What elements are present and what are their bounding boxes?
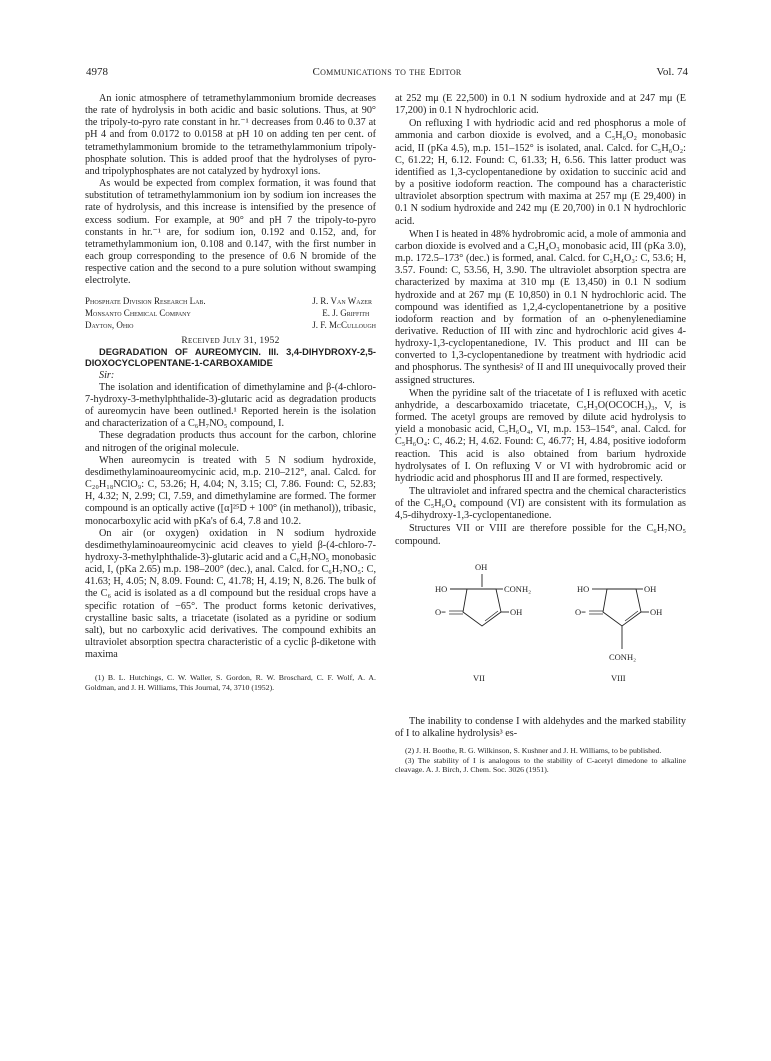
body-paragraph: An ionic atmosphere of tetramethylammonium bromide decreases the rate of hydrolysis in both acidic and basic solutions. Thus, at 90° the tripoly-to-pyro rate constant in hr.⁻¹ decreases from 0.46 to 0.37 at pH 4 and from 0.0172 to 0.0158 at pH 10 on adding ten per cent. of tetramethylammonium bromide to the tetramethylammonium tripoly-phosphate solution. This is added proof that the hydrolyses of pyro- and tripolyphosphates are not catalyzed by hydroxyl ions. xyxy=(85,93,376,177)
body-paragraph: The inability to condense I with aldehydes and the marked stability of I to alkaline hydrolysis³ es- xyxy=(395,715,686,739)
label-o: O= xyxy=(435,606,446,617)
label-o: O= xyxy=(575,606,586,617)
author-name: E. J. Griffith xyxy=(322,307,370,318)
structure-numeral: VIII xyxy=(611,672,626,683)
label-oh: OH xyxy=(644,583,657,594)
body-paragraph: On refluxing I with hydriodic acid and red phosphorus a mole of ammonia and carbon dioxide is evolved, and a C₅H₆O₂ monobasic acid, II (pKa 4.5), m.p. 151–152° is isolated, anal. Calcd. for C₅H₆O₂: C, 61.22; H, 6.12. Found: C, 61.33; H, 6.56. This latter product was identified as 1,3-cyclopentanedione by oxidation to succinic acid and by a positive iodoform reaction. The compound has a characteristic ultraviolet absorption spectrum with maxima at 257 mμ (E 29,400) in 0.1 N sodium hydroxide and 242 mμ (E 20,700) in 0.1 N hydrochloric acid. xyxy=(395,118,686,227)
body-paragraph: The ultraviolet and infrared spectra and the chemical characteristics of the C₅H₆O₄ compound (VI) are consistent with its formulation as 4,5-dihydroxy-1,3-cyclopentanedione. xyxy=(395,486,686,522)
label-conh2: CONH₂ xyxy=(504,583,532,594)
authors xyxy=(312,295,376,331)
body-paragraph: On air (or oxygen) oxidation in N sodium hydroxide desdimethylaminoaureomycinic acid cleaves to yield β-(4-chloro-7-hydroxy-3-methylphthalide-3)-glutaric acid and a C₆H₇NO₅ monobasic acid, I, (pKa 2.65) m.p. 198–200° (dec.), anal. Calcd. for C₆H₇NO₅: C, 41.63; H, 4.05; N, 8.09. Found: C, 41.78; H, 4.19; N, 8.26. The bulk of the C₆ acid is isolated as a dl compound but the residual crops have a specific rotation of −65°. The product forms ketonic derivatives, crystalline basic salts, a triacetate (isolated as a pyridine or sodium salt), but no carboxylic acid derivatives. The compound exhibits an ultraviolet absorption spectra characteristic of a cyclic β-diketone with maxima xyxy=(85,527,377,661)
label-oh: OH xyxy=(475,561,488,572)
structure-numeral: VII xyxy=(473,672,485,683)
salutation: Sir: xyxy=(99,369,115,381)
affiliation-block xyxy=(85,295,376,333)
footnote: (3) The stability of I is analogous to the stability of C-acetyl dimedone to alkaline cleavage. A. J. Birch, J. Chem. Soc. 3026 (1951). xyxy=(395,755,686,775)
article-title: DEGRADATION OF AUREOMYCIN. III. 3,4-DIHYDROXY-2,5-DIOXOCYCLOPENTANE-1-CARBOXAMIDE xyxy=(85,346,376,369)
institution-line: Dayton, Ohio xyxy=(85,319,134,330)
label-conh2: CONH₂ xyxy=(609,651,637,662)
institution-line: Monsanto Chemical Company xyxy=(85,307,191,318)
label-ho: HO xyxy=(435,583,448,594)
volume-label: Vol. 74 xyxy=(656,66,688,78)
author-name: J. R. Van Wazer xyxy=(312,295,372,306)
institution xyxy=(85,295,206,331)
body-paragraph: When the pyridine salt of the triacetate of I is refluxed with acetic anhydride, a descarboxamido triacetate, C₅H₃O(OCOCH₃)₃, V, is formed. The acetyl groups are removed by dilute acid hydrolysis to yield a monobasic acid, C₅H₆O₄, VI, m.p. 153–154°, anal. Calcd. for C₅H₆O₄: C, 46.2; H, 4.62. Found: C, 46.77; H, 4.84, positive iodoform reaction. This acid is also obtained from barium hydroxide hydrolysates of I. On refluxing V or VI with hydrobromic acid or hydriodic acid and phosphorus III and II are formed, respectively. xyxy=(395,387,686,484)
received-date: Received July 31, 1952 xyxy=(181,335,280,346)
label-ho: HO xyxy=(577,583,590,594)
footnote: (2) J. H. Boothe, R. G. Wilkinson, S. Kushner and J. H. Williams, to be published. xyxy=(405,746,662,756)
author-name: J. F. McCullough xyxy=(312,319,376,330)
left-column xyxy=(85,93,376,693)
footnotes xyxy=(85,673,376,692)
running-head xyxy=(86,66,688,80)
label-oh: OH xyxy=(510,606,523,617)
body-paragraph: The isolation and identification of dimethylamine and β-(4-chloro-7-hydroxy-3-methylphthalide-3)-glutaric acid as degradation products of aureomycin have been outlined.¹ Reported herein is the isolation and characterization of a C₆H₇NO₅ compound, I. xyxy=(85,381,376,430)
body-paragraph: at 252 mμ (E 22,500) in 0.1 N sodium hydroxide and at 247 mμ (E 17,200) in 0.1 N hydrochloric acid. xyxy=(395,93,686,117)
footnote: (1) B. L. Hutchings, C. W. Waller, S. Gordon, R. W. Broschard, C. F. Wolf, A. A. Goldman, and J. H. Williams, This Journal, 74, 3710 (1952). xyxy=(85,673,376,692)
structure-viii xyxy=(575,584,662,683)
page-number: 4978 xyxy=(86,66,108,78)
label-oh: OH xyxy=(650,606,663,617)
body-paragraph: When aureomycin is treated with 5 N sodium hydroxide, desdimethylaminoaureomycinic acid, m.p. 210–212°, anal. Calcd. for C₂₀H₁₈NClO₉: C, 53.26; H, 4.04; N, 3.15; Cl, 7.86. Found: C, 52.83; H, 4.32; N, 2.99; Cl, 7.59, and dimethylamine are formed. The former compound is an optically active ([α]²⁵D + 100° (in methanol)), tribasic, monocarboxylic acid with pKa's of 6.4, 7.8 and 10.2. xyxy=(85,454,376,527)
structures-drawing xyxy=(395,554,686,716)
body-paragraph: Structures VII or VIII are therefore possible for the C₆H₇NO₅ compound. xyxy=(395,523,686,547)
footnotes xyxy=(395,746,686,775)
chemical-structures xyxy=(395,554,686,716)
running-title: Communications to the Editor xyxy=(312,66,462,78)
body-paragraph: As would be expected from complex formation, it was found that substitution of tetramethylammonium ion by sodium ion increases the rate of hydrolysis, and this increase is intensified by the presence of excess sodium. For example, at 90° and pH 7 the tripoly-to-pyro constants in hr.⁻¹ are, for sodium ion, 0.192 and 0.152, and, for tetramethylammonium ion, 0.108 and 0.147, with the first number in each group corresponding to the presence of 0.6 N bromide of the respective cation and the second to a pure solution without swamping electrolyte. xyxy=(85,178,376,287)
body-paragraph: These degradation products thus account for the carbon, chlorine and nitrogen of the original molecule. xyxy=(85,430,376,454)
body-paragraph: When I is heated in 48% hydrobromic acid, a mole of ammonia and carbon dioxide is evolved and a C₅H₄O₃ monobasic acid, III (pKa 3.0), m.p. 172.5–173° (dec.) is formed, anal. Calcd. for C₅H₄O₃: C, 53.6; H, 3.57. Found: C, 53.56, H, 3.90. The ultraviolet absorption spectra are characterized by maxima at 310 mμ (E 13,450) in 0.1 N sodium hydroxide and at 267 mμ (E 10,850) in 0.1 N hydrochloric acid. The compound was identified as 1,2,4-cyclopentanetrione by a positive iodoform reaction and by formation of an o-phenylenediamine derivative. Reduction of III with zinc and hydrochloric acid gives 4-hydroxy-1,3-cyclopentanedione, IV. This product and III can be converted to 1,3-cyclopentanedione by treatment with hydriodic acid and phosphorus. The synthesis² of II and III unequivocally proved their assigned structures. xyxy=(395,228,686,386)
structure-vii xyxy=(435,562,531,683)
right-column xyxy=(395,93,686,775)
institution-line: Phosphate Division Research Lab. xyxy=(85,295,206,306)
